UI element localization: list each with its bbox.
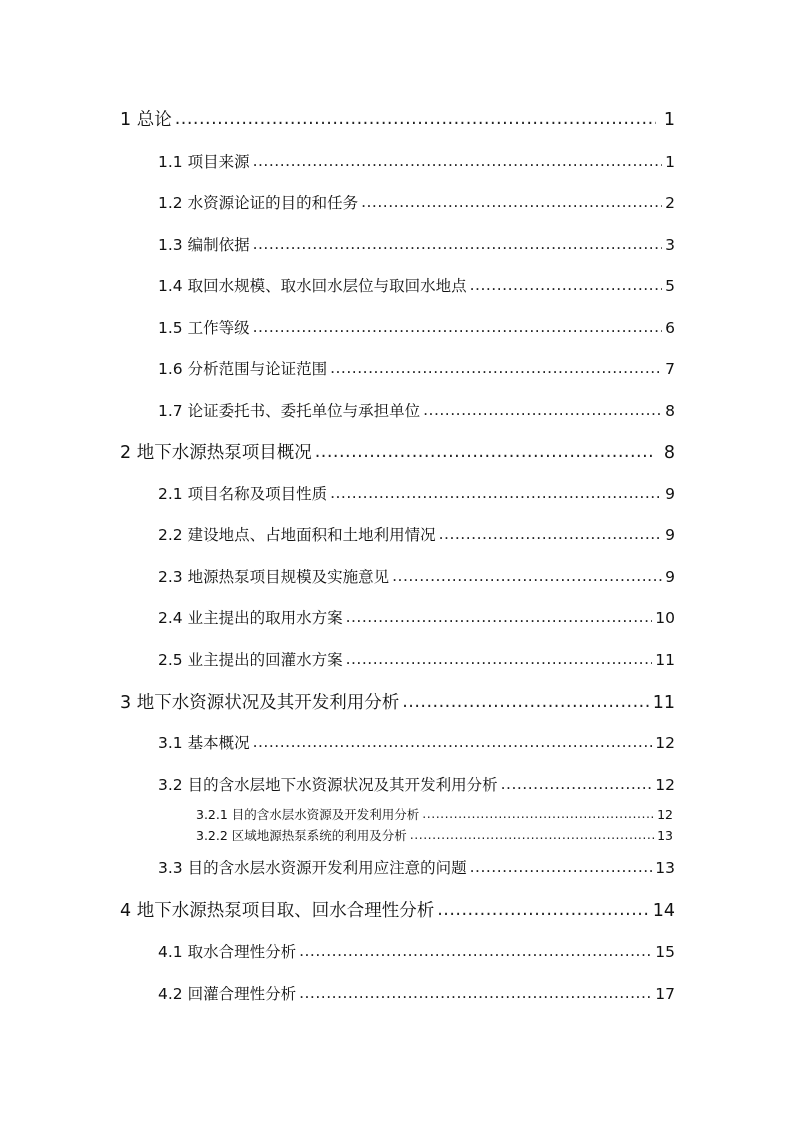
toc-entry-title: 1.5 工作等级 — [158, 319, 250, 337]
dot-leader — [402, 692, 650, 712]
toc-entry-title: 2.4 业主提出的取用水方案 — [158, 609, 343, 627]
toc-entry-page: 11 — [652, 693, 675, 713]
toc-entry-title: 4.2 回灌合理性分析 — [158, 985, 297, 1003]
toc-entry-4[interactable] — [120, 897, 675, 922]
toc-entry-title: 2.5 业主提出的回灌水方案 — [158, 651, 343, 669]
toc-entry-page: 12 — [655, 734, 675, 752]
toc-entry-title: 3.2 目的含水层地下水资源状况及其开发利用分析 — [158, 776, 498, 794]
toc-entry-title: 2.3 地源热泵项目规模及实施意见 — [158, 568, 390, 586]
dot-leader — [346, 650, 653, 668]
dot-leader — [299, 942, 652, 960]
toc-entry-page: 15 — [655, 943, 675, 961]
dot-leader — [437, 900, 650, 920]
toc-entry-title: 3 地下水资源状况及其开发利用分析 — [120, 693, 400, 713]
toc-entry-page: 10 — [655, 609, 675, 627]
toc-entry-page: 1 — [665, 153, 675, 171]
toc-entry-page: 3 — [665, 236, 675, 254]
toc-entry-page: 9 — [665, 568, 675, 586]
dot-leader — [330, 359, 662, 377]
toc-entry-page: 12 — [657, 807, 673, 822]
toc-entry-title: 3.2.2 区域地源热泵系统的利用及分析 — [196, 828, 407, 843]
toc-entry-title: 1 总论 — [120, 110, 172, 130]
toc-entry-title: 3.1 基本概况 — [158, 734, 250, 752]
toc-entry-1-4[interactable] — [158, 274, 675, 296]
toc-entry-2[interactable] — [120, 439, 675, 464]
toc-entry-4-1[interactable] — [158, 940, 675, 962]
toc-entry-page: 5 — [665, 277, 675, 295]
dot-leader — [361, 193, 662, 211]
toc-entry-page: 1 — [663, 110, 675, 130]
dot-leader — [423, 401, 662, 419]
dot-leader — [253, 318, 662, 336]
toc-entry-page: 17 — [655, 985, 675, 1003]
toc-entry-3[interactable] — [120, 689, 675, 714]
dot-leader — [175, 109, 656, 129]
toc-entry-title: 2.2 建设地点、占地面积和土地利用情况 — [158, 526, 436, 544]
dot-leader — [253, 733, 653, 751]
dot-leader — [253, 152, 662, 170]
toc-entry-title: 2.1 项目名称及项目性质 — [158, 485, 328, 503]
toc-entry-page: 6 — [665, 319, 675, 337]
toc-entry-page: 13 — [657, 828, 673, 843]
toc-entry-title: 4.1 取水合理性分析 — [158, 943, 297, 961]
toc-entry-title: 3.2.1 目的含水层水资源及开发利用分析 — [196, 807, 420, 822]
dot-leader — [392, 567, 662, 585]
toc-entry-title: 1.1 项目来源 — [158, 153, 250, 171]
toc-entry-2-4[interactable] — [158, 606, 675, 628]
toc-entry-title: 4 地下水源热泵项目取、回水合理性分析 — [120, 901, 435, 921]
toc-entry-title: 1.6 分析范围与论证范围 — [158, 360, 328, 378]
toc-entry-title: 1.4 取回水规模、取水回水层位与取回水地点 — [158, 277, 467, 295]
dot-leader — [315, 442, 656, 462]
toc-entry-2-1[interactable] — [158, 482, 675, 504]
toc-entry-page: 2 — [665, 194, 675, 212]
toc-entry-page: 14 — [652, 901, 675, 921]
toc-entry-page: 9 — [665, 526, 675, 544]
dot-leader — [330, 484, 662, 502]
toc-entry-title: 1.3 编制依据 — [158, 236, 250, 254]
toc-entry-1-2[interactable] — [158, 191, 675, 213]
toc-entry-title: 3.3 目的含水层水资源开发利用应注意的问题 — [158, 859, 467, 877]
toc-entry-title: 2 地下水源热泵项目概况 — [120, 443, 312, 463]
toc-entry-page: 12 — [655, 776, 675, 794]
toc-entry-1-3[interactable] — [158, 233, 675, 255]
toc-entry-2-5[interactable] — [158, 648, 675, 670]
toc-entry-page: 7 — [665, 360, 675, 378]
toc-entry-page: 13 — [655, 859, 675, 877]
toc-entry-1-6[interactable] — [158, 357, 675, 379]
toc-entry-4-2[interactable] — [158, 982, 675, 1004]
toc-entry-3-2-2[interactable] — [196, 826, 673, 844]
toc-entry-3-1[interactable] — [158, 731, 675, 753]
dot-leader — [346, 608, 653, 626]
toc-entry-2-3[interactable] — [158, 565, 675, 587]
dot-leader — [439, 525, 662, 543]
toc-entry-3-2[interactable] — [158, 773, 675, 795]
dot-leader — [410, 827, 654, 842]
toc-entry-1-7[interactable] — [158, 399, 675, 421]
dot-leader — [470, 858, 653, 876]
dot-leader — [422, 806, 654, 821]
dot-leader — [501, 775, 653, 793]
toc-entry-page: 8 — [665, 402, 675, 420]
dot-leader — [299, 984, 652, 1002]
toc-entry-1-1[interactable] — [158, 150, 675, 172]
dot-leader — [470, 276, 662, 294]
dot-leader — [253, 235, 662, 253]
toc-entry-1[interactable] — [120, 106, 675, 131]
toc-entry-page: 8 — [663, 443, 675, 463]
toc-entry-1-5[interactable] — [158, 316, 675, 338]
toc-entry-2-2[interactable] — [158, 523, 675, 545]
toc-entry-page: 9 — [665, 485, 675, 503]
toc-entry-title: 1.2 水资源论证的目的和任务 — [158, 194, 359, 212]
toc-entry-title: 1.7 论证委托书、委托单位与承担单位 — [158, 402, 421, 420]
toc-entry-3-3[interactable] — [158, 856, 675, 878]
toc-entry-page: 11 — [655, 651, 675, 669]
toc-entry-3-2-1[interactable] — [196, 805, 673, 823]
